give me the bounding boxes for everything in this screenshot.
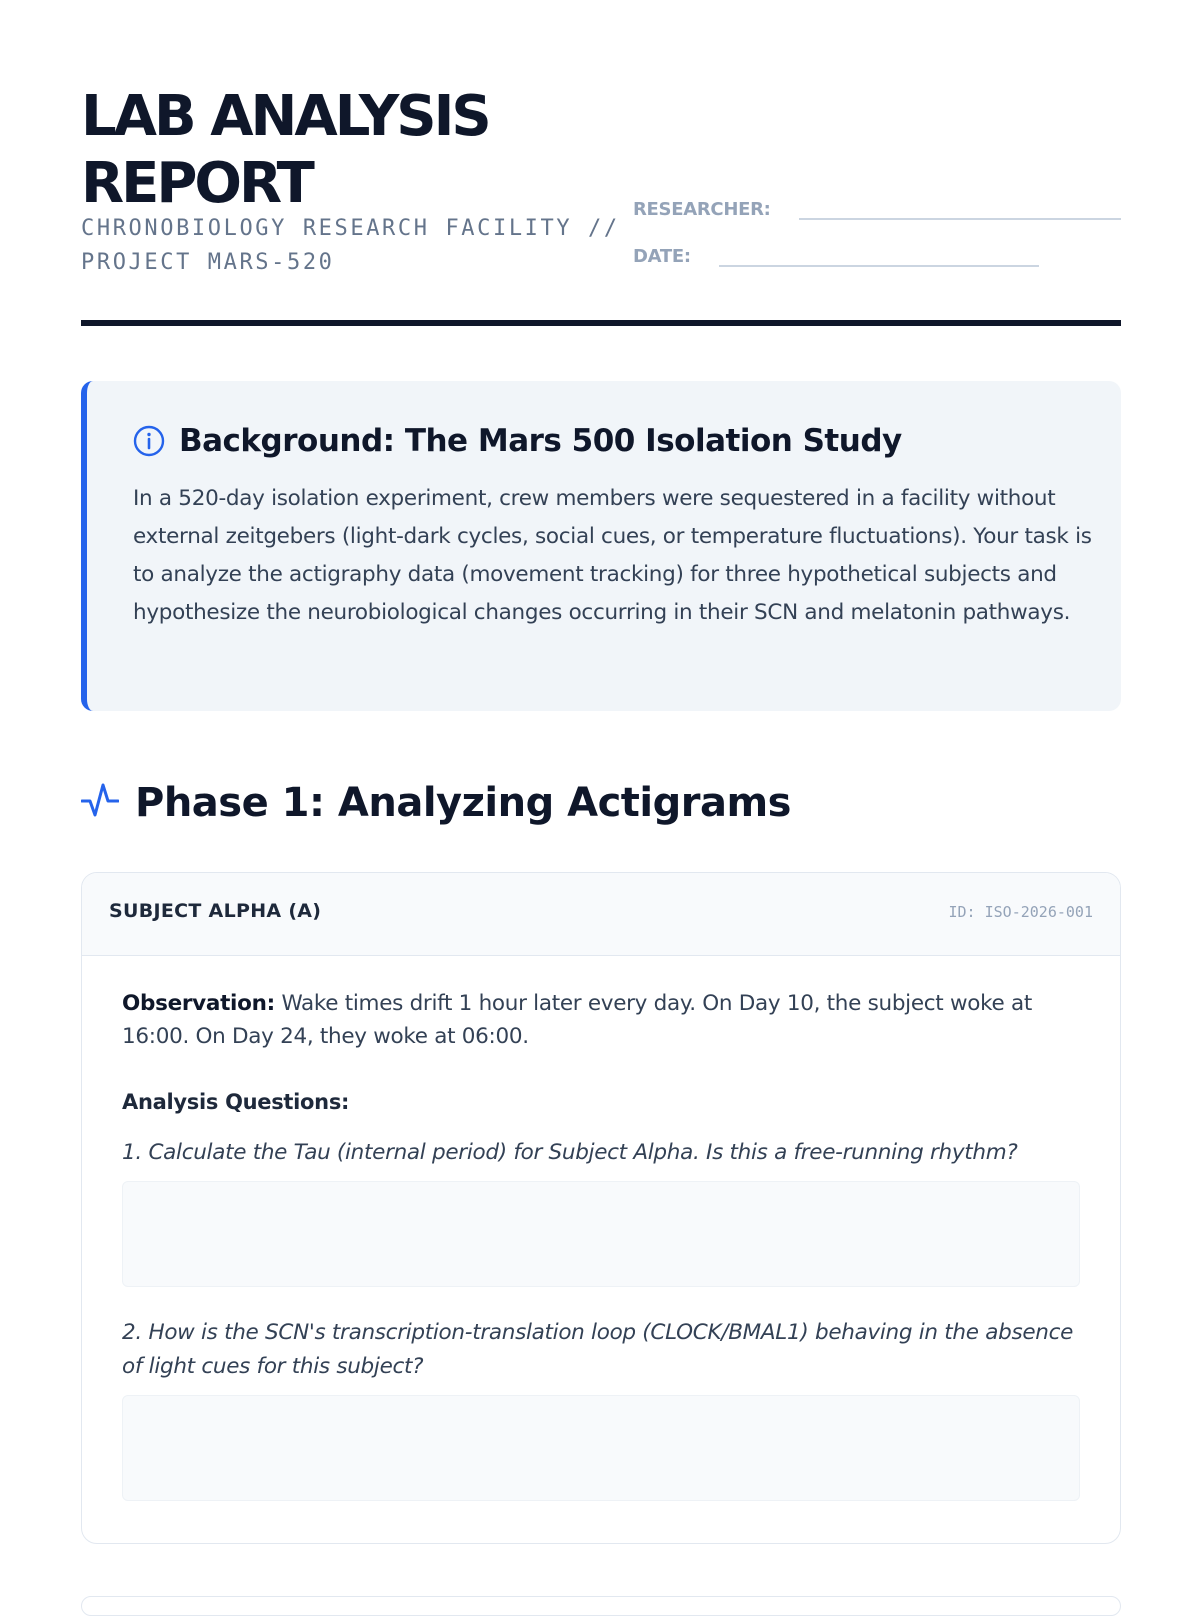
background-callout [81, 381, 1121, 711]
analysis-questions-label: Analysis Questions: [122, 1090, 350, 1114]
date-label: DATE: [633, 246, 691, 267]
researcher-label: RESEARCHER: [633, 199, 771, 220]
observation-label: Observation: [122, 991, 275, 1016]
date-field[interactable] [719, 265, 1039, 267]
header-divider [81, 320, 1121, 326]
phase-1-title: Phase 1: Analyzing Actigrams [135, 780, 791, 826]
answer-box-2[interactable] [122, 1395, 1080, 1501]
background-text: In a 520-day isolation experiment, crew members were sequestered in a facility without external zeitgebers (light-dark cycles, social cues, or temperature fluctuations). Your task is to analyze the actigraphy data (movement tracking) for three hypothetical subjects and hypothesize the neurobiological changes occurring in their SCN and melatonin pathways. [133, 486, 1092, 625]
answer-box-1[interactable] [122, 1181, 1080, 1287]
info-icon [133, 425, 165, 457]
report-title: LAB ANALYSIS REPORT [81, 84, 489, 216]
next-subject-card [81, 1596, 1121, 1616]
date-row [633, 246, 1039, 267]
subject-card-header [82, 873, 1120, 956]
report-subtitle: CHRONOBIOLOGY RESEARCH FACILITY // PROJECT MARS-520 [81, 216, 620, 275]
subject-name: SUBJECT ALPHA (A) [109, 900, 322, 922]
researcher-field[interactable] [799, 218, 1121, 220]
researcher-row [633, 199, 1121, 220]
background-title: Background: The Mars 500 Isolation Study [179, 423, 902, 459]
subject-id: ID: ISO-2026-001 [948, 903, 1093, 921]
activity-icon [81, 781, 119, 826]
question-1: 1. Calculate the Tau (internal period) for Subject Alpha. Is this a free-running rhythm? [122, 1140, 1018, 1165]
question-2: 2. How is the SCN's transcription-translation loop (CLOCK/BMAL1) behaving in the absence of light cues for this subject? [122, 1320, 1074, 1379]
observation-text: Wake times drift 1 hour later every day. On Day 10, the subject woke at 16:00. On Day 24, they woke at 06:00. [122, 991, 1032, 1049]
background-heading [133, 423, 902, 459]
phase-1-heading [81, 780, 791, 826]
observation [122, 987, 1080, 1053]
